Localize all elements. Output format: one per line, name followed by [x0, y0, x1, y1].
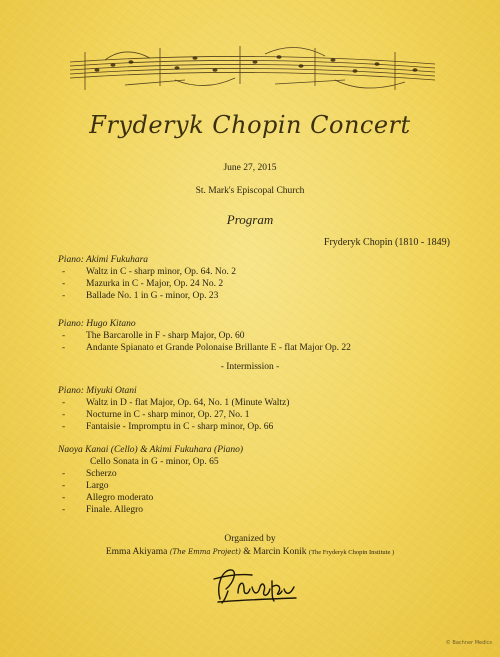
work-item: - Mazurka in C - Major, Op. 24 No. 2	[62, 279, 224, 289]
organizer-name: Emma Akiyama	[105, 547, 168, 557]
organized-by-label: Organized by	[224, 534, 276, 544]
intermission-label: - Intermission -	[220, 362, 280, 372]
chopin-signature	[208, 565, 298, 605]
performer-name: Piano: Akimi Fukuhara	[58, 255, 149, 265]
performer-name: Naoya Kanai (Cello) & Akimi Fukuhara (Piano)	[58, 445, 244, 455]
work-item: - Andante Spianato et Grande Polonaise Brillante E - flat Major Op. 22	[62, 343, 351, 353]
work-item: - Ballade No. 1 in G - minor, Op. 23	[62, 291, 219, 301]
work-item: - Allegro moderato	[62, 493, 154, 503]
performer-name: Piano: Miyuki Otani	[58, 386, 137, 396]
program-section	[58, 254, 236, 302]
concert-venue: St. Mark's Episcopal Church	[195, 186, 305, 196]
work-item: - Waltz in C - sharp minor, Op. 64. No. 2	[62, 267, 237, 277]
organizer-name: Marcin Konik	[252, 547, 307, 557]
concert-title: Fryderyk Chopin Concert	[89, 111, 411, 139]
program-heading: Program	[226, 212, 274, 227]
work-item: - Waltz in D - flat Major, Op. 64, No. 1 (Minute Waltz)	[62, 398, 290, 408]
program-section	[58, 385, 289, 433]
work-item: - Nocturne in C - sharp minor, Op. 27, No. 1	[62, 410, 250, 420]
work-item: - Largo	[62, 481, 109, 491]
work-item: - Fantaisie - Impromptu in C - sharp minor, Op. 66	[62, 422, 274, 432]
organizer-affiliation: (The Fryderyk Chopin Institute )	[308, 549, 395, 556]
work-item: - The Barcarolle in F - sharp Major, Op. 60	[62, 331, 245, 341]
ampersand: &	[243, 547, 251, 557]
work-item: - Scherzo	[62, 469, 117, 479]
work-title: Cello Sonata in G - minor, Op. 65	[90, 457, 219, 467]
organizer-affiliation: (The Emma Project)	[169, 548, 241, 556]
work-item: - Finale. Allegro	[62, 505, 143, 515]
program-section	[58, 318, 351, 354]
concert-date: June 27, 2015	[223, 163, 277, 173]
organizers-line	[0, 547, 500, 557]
music-score-decoration	[65, 40, 440, 100]
composer-name: Fryderyk Chopin (1810 - 1849)	[323, 237, 450, 248]
program-section	[58, 444, 243, 516]
performer-name: Piano: Hugo Kitano	[58, 319, 136, 329]
copyright-notice: © Bachner Medics	[445, 640, 492, 646]
